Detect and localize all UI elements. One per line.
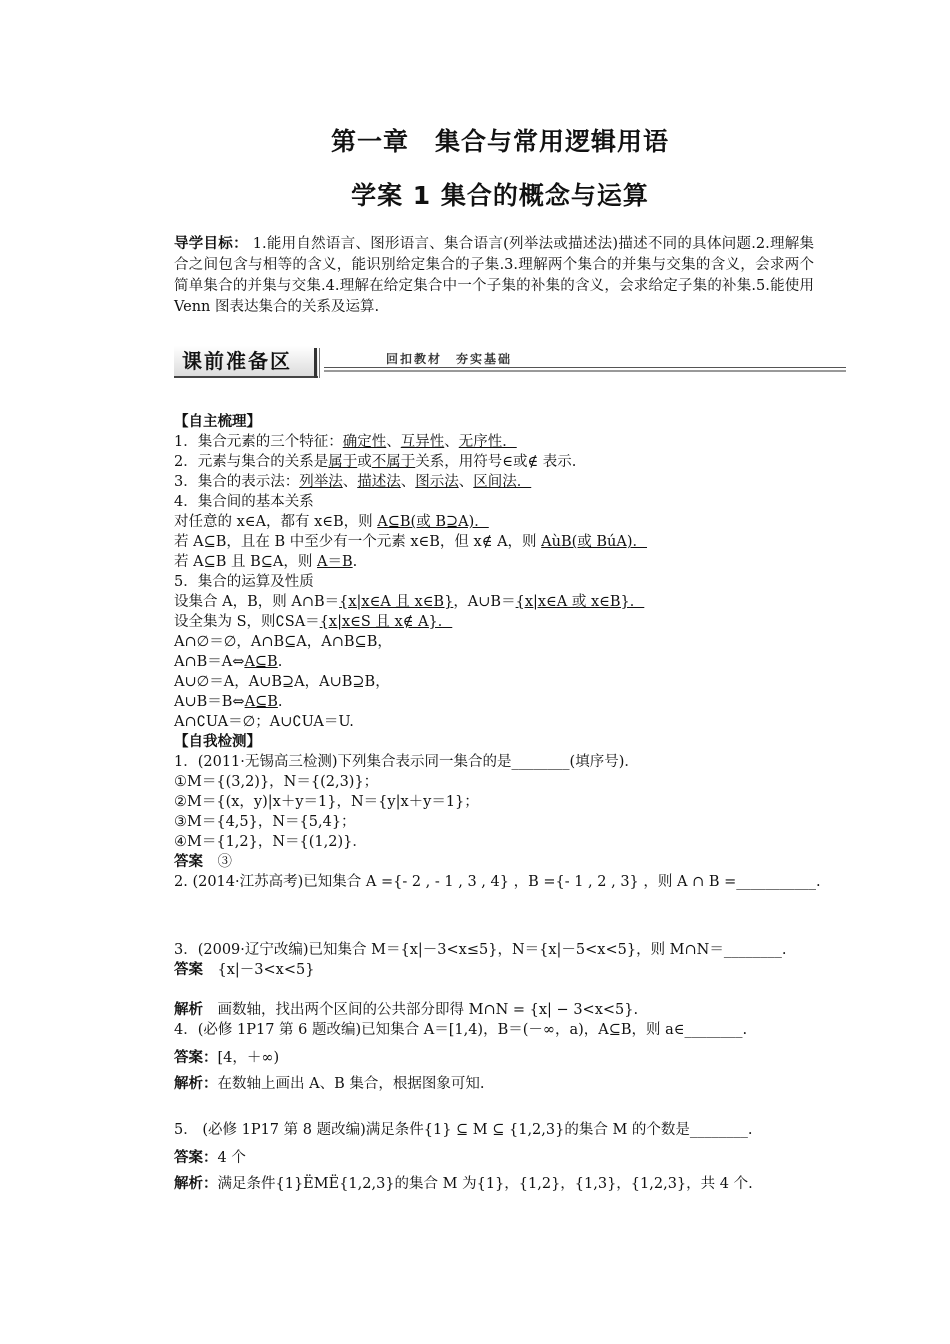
goal-label: 导学目标：	[174, 236, 248, 252]
answer-text: ③	[203, 854, 232, 870]
question-4: 4．(必修 1P17 第 6 题改编)已知集合 A＝[1,4)，B＝(－∞，a)，A⊆B，则 a∈________.	[174, 1022, 748, 1038]
banner-divider	[314, 348, 317, 378]
text: 1．集合元素的三个特征：	[174, 434, 343, 450]
answer-text: [4，＋∞)	[217, 1050, 280, 1066]
answer-text: {x|－3<x<5}	[203, 962, 315, 978]
answer-blank: 区间法．	[473, 474, 532, 490]
review-line-4: 4．集合间的基本关系	[174, 494, 314, 510]
answer-blank: AùB(或 BúA)．	[541, 534, 648, 550]
learning-goals	[174, 234, 814, 318]
text: 、	[444, 434, 459, 450]
question-1-option-4: ④M＝{1,2}，N＝{(1,2)}．	[174, 834, 367, 850]
answer-1	[174, 852, 854, 872]
explanation-text: 在数轴上画出 A、B 集合，根据图象可知.	[217, 1076, 485, 1092]
question-2: 2. (2014·江苏高考)已知集合 A ={- 2 , - 1 , 3 , 4} ，B ={- 1 , 2 , 3} ，则 A ∩ B =___________.	[174, 874, 821, 890]
text: 若 A⊆B 且 B⊆A，则	[174, 554, 317, 570]
review-line-5	[174, 512, 854, 532]
text: 、	[342, 474, 358, 490]
answer-blank: {x|x∈A 或 x∈B}．	[515, 594, 645, 610]
review-line-1	[174, 432, 854, 452]
goal-text: 1.能用自然语言、图形语言、集合语言(列举法或描述法)描述不同的具体问题.2.理解集合之间包含与相等的含义，能识别给定集合的子集.3.理解两个集合的并集与交集的含义，会求两个简单集合的并集与交集.4.理解在给定集合中一个子集的补集的含义，会求给定子集的补集.5.能使用 Venn 图表达集合的关系及运算.	[174, 236, 814, 315]
text: 、	[386, 434, 401, 450]
text: .	[277, 654, 283, 670]
answer-blank: 描述法	[357, 474, 401, 490]
question-3: 3．(2009·辽宁改编)已知集合 M＝{x|－3<x≤5}，N＝{x|－5<x<5}，则 M∩N＝________.	[174, 942, 787, 958]
answer-blank: A＝B	[317, 554, 353, 570]
text: A∪B＝B⇔	[174, 694, 245, 710]
text: 3．集合的表示法：	[174, 474, 300, 490]
explanation-4	[174, 1074, 854, 1094]
banner-rule	[324, 367, 846, 368]
answer-3	[174, 960, 854, 980]
explanation-5	[174, 1174, 854, 1194]
check-heading: 【自我检测】	[174, 734, 261, 750]
text: ，A∪B＝	[453, 594, 516, 610]
text: .	[352, 554, 358, 570]
text: 若 A⊆B，且在 B 中至少有一个元素 x∈B，但 x∉ A，则	[174, 534, 542, 550]
answer-text: 4 个	[217, 1150, 246, 1166]
banner-subtitle: 回扣教材 夯实基础	[386, 352, 513, 366]
answer-blank: 互异性	[400, 434, 445, 450]
answer-blank: A⊆B	[244, 654, 278, 670]
answer-blank: 无序性．	[458, 434, 517, 450]
review-line-3	[174, 472, 854, 492]
explanation-label: 解析：	[174, 1176, 218, 1192]
answer-5	[174, 1148, 854, 1168]
banner-rule-thick	[324, 370, 846, 372]
answer-blank: {x|x∈S 且 x∉ A}．	[319, 614, 453, 630]
question-1-option-1: ①M＝{(3,2)}，N＝{(2,3)}；	[174, 774, 379, 790]
text: A∩B＝A⇔	[174, 654, 245, 670]
answer-label: 答案：	[174, 1050, 218, 1066]
explanation-text: 画数轴，找出两个区间的公共部分即得 M∩N = {x| − 3<x<5}.	[203, 1002, 639, 1018]
text: 、	[400, 474, 416, 490]
answer-blank: 列举法	[299, 474, 343, 490]
review-line-9	[174, 592, 854, 612]
text: 或	[357, 454, 372, 470]
banner-tag: 课前准备区	[174, 346, 318, 378]
answer-blank: 不属于	[371, 454, 416, 470]
answer-label: 答案：	[174, 1150, 218, 1166]
question-1-option-3: ③M＝{4,5}，N＝{5,4}；	[174, 814, 356, 830]
answer-blank: A⊆B	[244, 694, 278, 710]
text: .	[277, 694, 283, 710]
text: 设集合 A，B，则 A∩B＝	[174, 594, 340, 610]
explanation-label: 解析：	[174, 1076, 218, 1092]
lesson-title: 学案 1 集合的概念与运算	[351, 181, 649, 210]
main-content	[174, 412, 854, 1194]
review-line-10	[174, 612, 854, 632]
explanation-3	[174, 1000, 854, 1020]
answer-blank: A⊆B(或 B⊇A)．	[377, 514, 489, 530]
explanation-text: 满足条件{1}ËMË{1,2,3}的集合 M 为{1}，{1,2}，{1,3}，{1,2,3}，共 4 个.	[217, 1176, 753, 1192]
answer-label: 答案	[174, 854, 203, 870]
answer-label: 答案	[174, 962, 203, 978]
section-banner	[174, 346, 846, 380]
review-line-8: 5．集合的运算及性质	[174, 574, 314, 590]
review-line-15: A∩∁UA＝∅；A∪∁UA＝U.	[174, 714, 354, 730]
text: 关系，用符号∈或∉ 表示.	[415, 454, 577, 470]
text: 2．元素与集合的关系是	[174, 454, 329, 470]
review-line-14	[174, 692, 854, 712]
review-line-7	[174, 552, 854, 572]
chapter-title: 第一章 集合与常用逻辑用语	[330, 127, 669, 156]
question-5: 5． (必修 1P17 第 8 题改编)满足条件{1} ⊆ M ⊆ {1,2,3}的集合 M 的个数是________.	[174, 1122, 753, 1138]
explanation-label: 解析	[174, 1002, 203, 1018]
answer-blank: 确定性	[342, 434, 387, 450]
banner-divider-thin	[319, 348, 320, 378]
text: 、	[458, 474, 474, 490]
text: 设全集为 S，则∁SA＝	[174, 614, 320, 630]
review-line-13: A∪∅＝A，A∪B⊇A，A∪B⊇B，	[174, 674, 390, 690]
text: 对任意的 x∈A，都有 x∈B，则	[174, 514, 378, 530]
review-line-11: A∩∅＝∅，A∩B⊆A，A∩B⊆B，	[174, 634, 392, 650]
answer-blank: 图示法	[415, 474, 459, 490]
answer-4	[174, 1048, 854, 1068]
question-1-option-2: ②M＝{(x，y)|x＋y＝1}，N＝{y|x＋y＝1}；	[174, 794, 479, 810]
review-line-2	[174, 452, 854, 472]
review-line-12	[174, 652, 854, 672]
question-1: 1．(2011·无锡高三检测)下列集合表示同一集合的是________(填序号)．	[174, 754, 639, 770]
answer-blank: 属于	[328, 454, 358, 470]
answer-blank: {x|x∈A 且 x∈B}	[339, 594, 454, 610]
review-line-6	[174, 532, 854, 552]
review-heading: 【自主梳理】	[174, 414, 261, 430]
